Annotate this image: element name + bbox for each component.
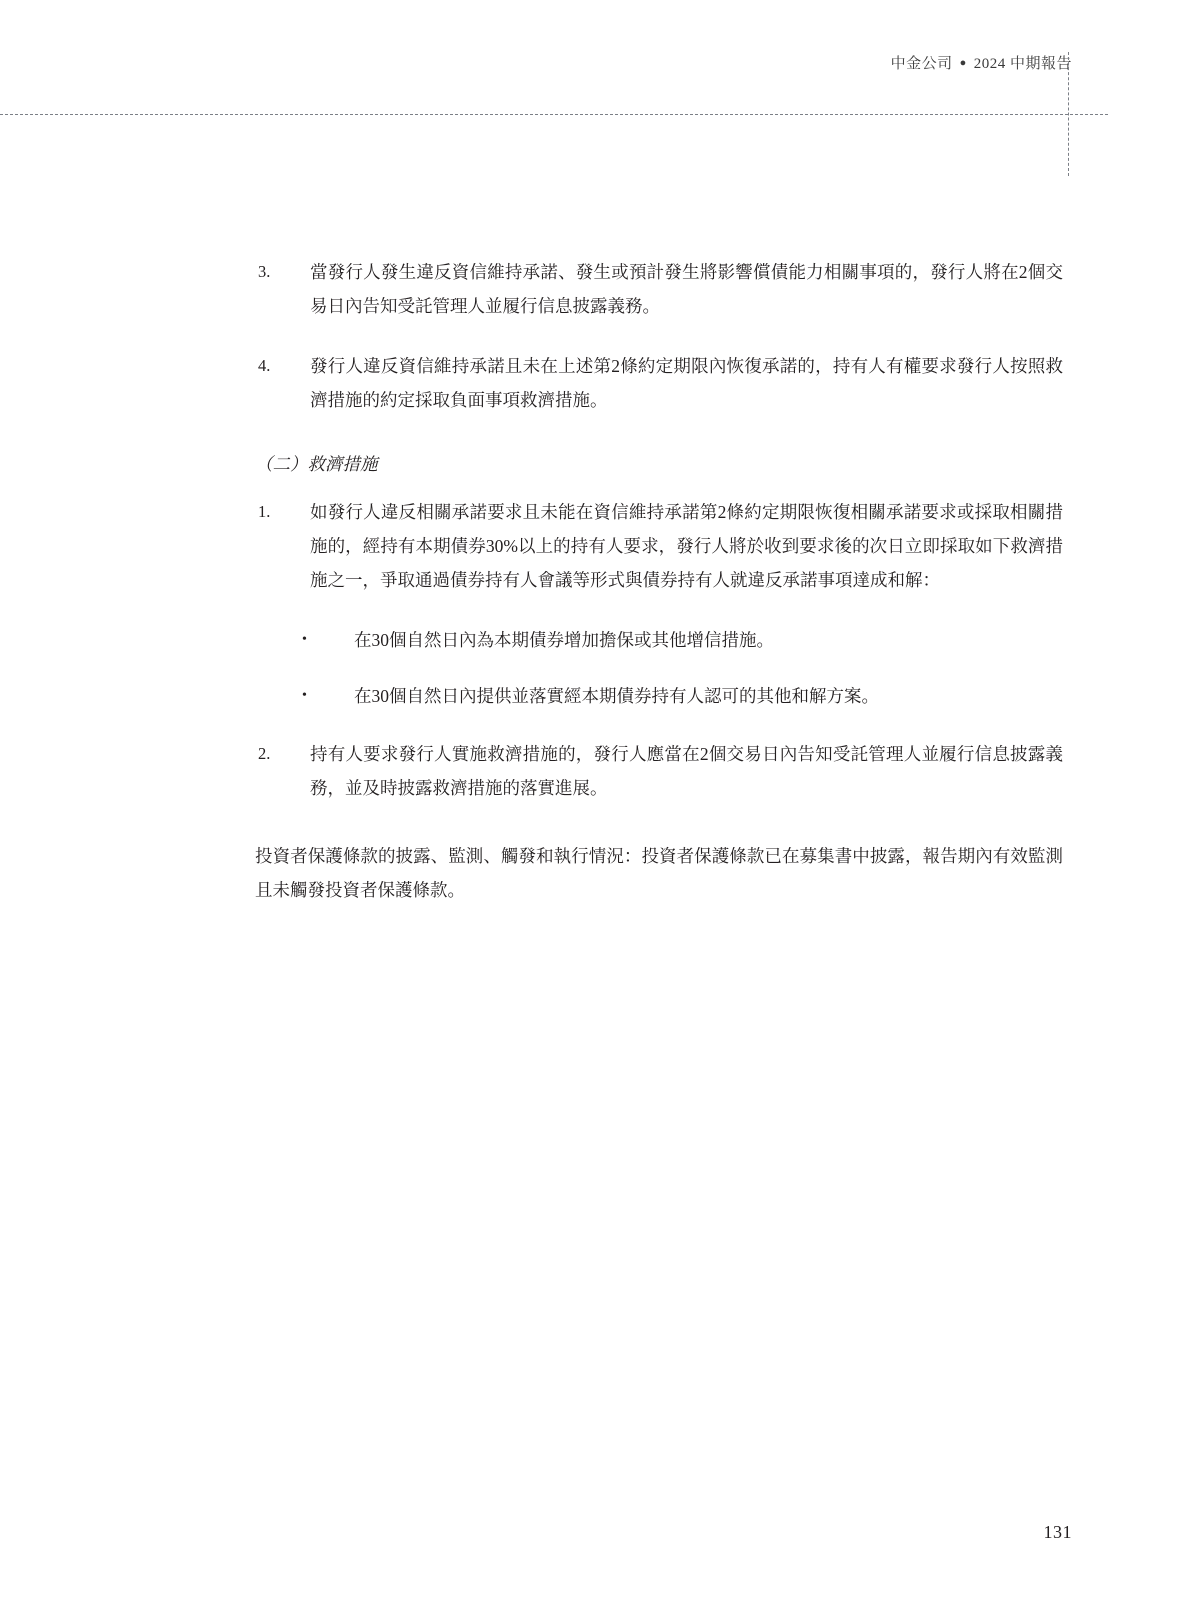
section-heading: （二）救濟措施 [255,454,378,474]
dashed-vertical-tick [1068,52,1069,176]
bullet-text: 在30個自然日內為本期債券增加擔保或其他增信措施。 [354,630,774,650]
header-company: 中金公司 [890,56,953,72]
header-rule-group [0,114,1190,116]
page-number: 131 [1043,1522,1072,1542]
dashed-horizontal-rule [0,114,1108,115]
list-item [258,495,1063,597]
list-item-marker: 2. [258,744,271,763]
list-item [258,679,1063,713]
closing-paragraph: 投資者保護條款的披露、監測、觸發和執行情況：投資者保護條款已在募集書中披露，報告期內有效監測且未觸發投資者保護條款。 [255,846,1063,900]
list-item [258,623,1063,657]
list-item [258,737,1063,805]
bullet-marker: • [302,632,307,647]
header-report-title: 2024 中期報告 [973,56,1072,72]
list-item-text: 持有人要求發行人實施救濟措施的，發行人應當在2個交易日內告知受託管理人並履行信息披露義務，並及時披露救濟措施的落實進展。 [310,744,1063,798]
page-header [891,52,1072,73]
list-item [258,255,1063,323]
list-item [258,349,1063,417]
bullet-text: 在30個自然日內提供並落實經本期債券持有人認可的其他和解方案。 [354,686,879,706]
list-item-text: 如發行人違反相關承諾要求且未能在資信維持承諾第2條約定期限恢復相關承諾要求或採取相關措施的，經持有本期債券30%以上的持有人要求，發行人將於收到要求後的次日立即採取如下救濟措施之一，爭取通過債券持有人會議等形式與債券持有人就違反承諾事項達成和解： [310,502,1063,590]
header-separator-dot: ● [959,57,967,69]
list-item-text: 發行人違反資信維持承諾且未在上述第2條約定期限內恢復承諾的，持有人有權要求發行人按照救濟措施的約定採取負面事項救濟措施。 [310,356,1063,410]
bullet-marker: • [302,688,307,703]
list-item-marker: 1. [258,502,271,521]
document-body [255,255,1063,907]
list-item-marker: 3. [258,262,271,281]
list-item-text: 當發行人發生違反資信維持承諾、發生或預計發生將影響償債能力相關事項的，發行人將在2個交易日內告知受託管理人並履行信息披露義務。 [310,262,1063,316]
list-item-marker: 4. [258,356,271,375]
bullet-list [258,623,1063,713]
